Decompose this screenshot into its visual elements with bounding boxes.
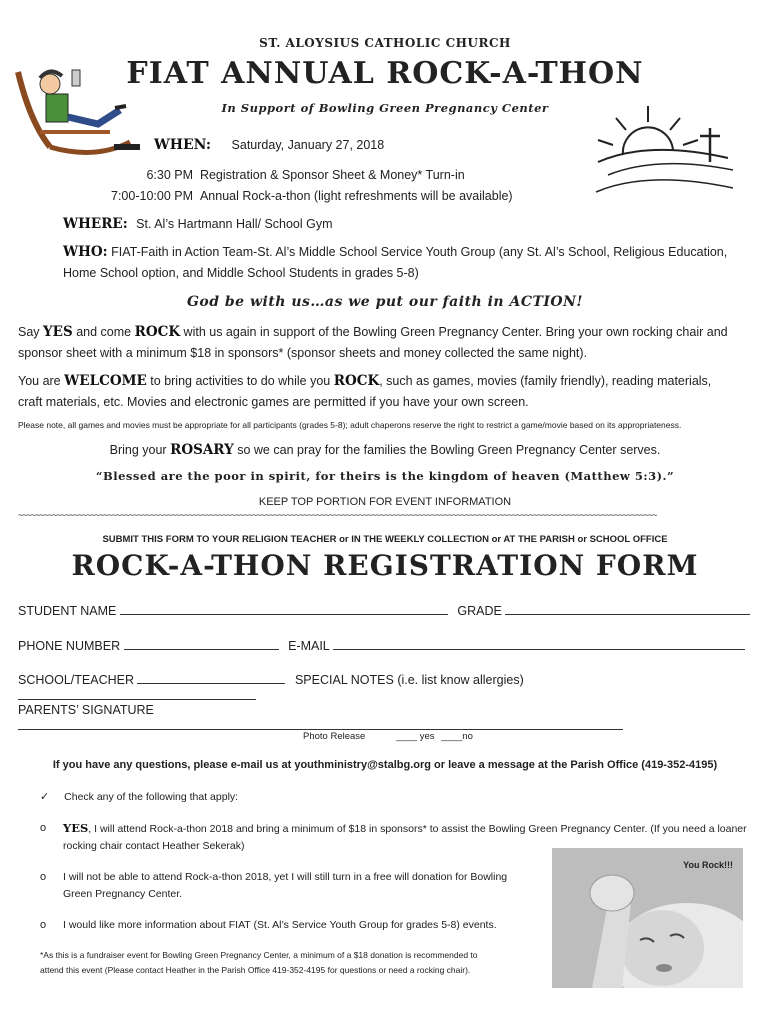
school-field[interactable] bbox=[137, 671, 285, 684]
parents-signature-label: PARENTS’ SIGNATURE bbox=[18, 703, 154, 717]
student-name-row bbox=[18, 602, 753, 618]
who-section: WHO: FIAT-Faith in Action Team-St. Al’s Middle School Service Youth Group (any St. Al’s School, Religious Education, Home School option, and Middle School Students in grades 5-8) bbox=[63, 244, 728, 280]
student-name-label: STUDENT NAME bbox=[18, 604, 117, 618]
appropriateness-note: Please note, all games and movies must be appropriate for all participants (grades 5-8); adult chaperons reserve the right to restrict a game/movie based on its appropriateness. bbox=[18, 420, 682, 430]
scripture-quote: “Blessed are the poor in spirit, for theirs is the kingdom of heaven (Matthew 5:3).” bbox=[95, 469, 675, 483]
check-intro: Check any of the following that apply: bbox=[64, 791, 239, 803]
signature-row bbox=[18, 703, 753, 733]
when-label: WHEN: bbox=[154, 137, 212, 153]
schedule-row: 7:00-10:00 PM Annual Rock-a-thon (light refreshments will be available) bbox=[111, 189, 513, 203]
email-label: E-MAIL bbox=[288, 639, 330, 653]
photo-release-no[interactable]: ____no bbox=[441, 731, 473, 742]
option-donation[interactable]: o I will not be able to attend Rock-a-thon 2018, yet I will still turn in a free will donation for Bowling Green Pregnancy Center. bbox=[40, 871, 508, 900]
rosary-line: Bring your ROSARY so we can pray for the families the Bowling Green Pregnancy Center serves. bbox=[109, 442, 661, 458]
where-text: St. Al’s Hartmann Hall/ School Gym bbox=[136, 217, 333, 231]
option-bullet[interactable]: o bbox=[40, 871, 47, 883]
event-date: Saturday, January 27, 2018 bbox=[231, 138, 385, 152]
motto: God be with us…as we put our faith in ACTION! bbox=[186, 294, 584, 310]
school-label: SCHOOL/TEACHER bbox=[18, 673, 134, 687]
email-field[interactable] bbox=[333, 637, 745, 650]
form-title: ROCK-A-THON REGISTRATION FORM bbox=[71, 549, 699, 582]
baby-photo bbox=[552, 848, 743, 988]
where-section bbox=[63, 215, 333, 233]
sunrise-cross-illustration bbox=[588, 100, 738, 200]
option-yes[interactable]: o YES, I will attend Rock-a-thon 2018 and bring a minimum of $18 in sponsors* to assist the Bowling Green Pregnancy Center. (If you need a loaner rocking chair contact Heather Sekerak) bbox=[40, 821, 747, 852]
when-section bbox=[154, 136, 384, 154]
phone-label: PHONE NUMBER bbox=[18, 639, 121, 653]
photo-release-yes[interactable]: ____ yes bbox=[395, 731, 435, 742]
checkmark-icon: ✓ bbox=[40, 791, 50, 803]
photo-release-row bbox=[303, 731, 473, 742]
where-label: WHERE: bbox=[63, 216, 128, 232]
check-intro-row bbox=[40, 790, 238, 803]
grade-label: GRADE bbox=[457, 604, 502, 618]
grade-field[interactable] bbox=[505, 602, 750, 615]
church-name: ST. ALOYSIUS CATHOLIC CHURCH bbox=[259, 36, 511, 50]
page-title: FIAT ANNUAL ROCK-A-THON bbox=[126, 56, 644, 91]
school-row bbox=[18, 671, 753, 703]
student-name-field[interactable] bbox=[120, 602, 448, 615]
questions-contact: If you have any questions, please e-mail us at youthministry@stalbg.org or leave a message at the Parish Office (419-352-4195) bbox=[52, 759, 718, 771]
special-notes-label: SPECIAL NOTES (i.e. list know allergies) bbox=[294, 673, 524, 687]
schedule-row: 6:30 PM Registration & Sponsor Sheet & Money* Turn-in bbox=[146, 168, 465, 182]
footnote: *As this is a fundraiser event for Bowling Green Pregnancy Center, a minimum of a $18 donation is recommended to attend this event (Please contact Heather in the Parish Office 419-352-4195 for questions or need a rocking chair). bbox=[40, 950, 478, 975]
cut-divider: ~~~~~~~~~~~~~~~~~~~~~~~~~~~~~~~~~~~~~~~~~~~~~~~~~~~~~~~~~~~~~~~~~~~~~~~~~~~~~~~~~~~~~~~~~~~~~~~~~~~~~~~~~~~~~~~~~~~~~~~~~~~~~~~~~~~~~~~~~~~~~~~~~~~~~~ bbox=[18, 510, 657, 520]
schedule bbox=[100, 165, 560, 207]
paragraph-2: You are WELCOME to bring activities to do while you ROCK, such as games, movies (family friendly), reading materials, craft materials, etc. Movies and electronic games are permitted if you have your own screen. bbox=[18, 373, 712, 409]
subtitle: In Support of Bowling Green Pregnancy Center bbox=[221, 101, 549, 115]
option-more-info[interactable]: o I would like more information about FIAT (St. Al’s Service Youth Group for grades 5-8) events. bbox=[40, 919, 497, 931]
photo-caption: You Rock!!! bbox=[683, 860, 733, 870]
paragraph-1: Say YES and come ROCK with us again in support of the Bowling Green Pregnancy Center. Bring your own rocking chair and sponsor sheet with a minimum $18 in sponsors* (sponsor sheets and money collected the same night). bbox=[18, 324, 728, 360]
special-notes-field[interactable] bbox=[18, 687, 256, 700]
option-bullet[interactable]: o bbox=[40, 822, 47, 834]
phone-field[interactable] bbox=[124, 637, 279, 650]
phone-email-row bbox=[18, 637, 753, 653]
submit-instructions: SUBMIT THIS FORM TO YOUR RELIGION TEACHER or IN THE WEEKLY COLLECTION or AT THE PARISH or SCHOOL OFFICE bbox=[102, 534, 668, 545]
who-label: WHO: bbox=[63, 244, 108, 260]
parents-signature-field[interactable] bbox=[18, 717, 623, 730]
option-bullet[interactable]: o bbox=[40, 919, 47, 931]
rocking-chair-illustration bbox=[10, 62, 140, 162]
keep-top-note: KEEP TOP PORTION FOR EVENT INFORMATION bbox=[258, 496, 512, 508]
photo-release-label: Photo Release bbox=[303, 731, 366, 742]
